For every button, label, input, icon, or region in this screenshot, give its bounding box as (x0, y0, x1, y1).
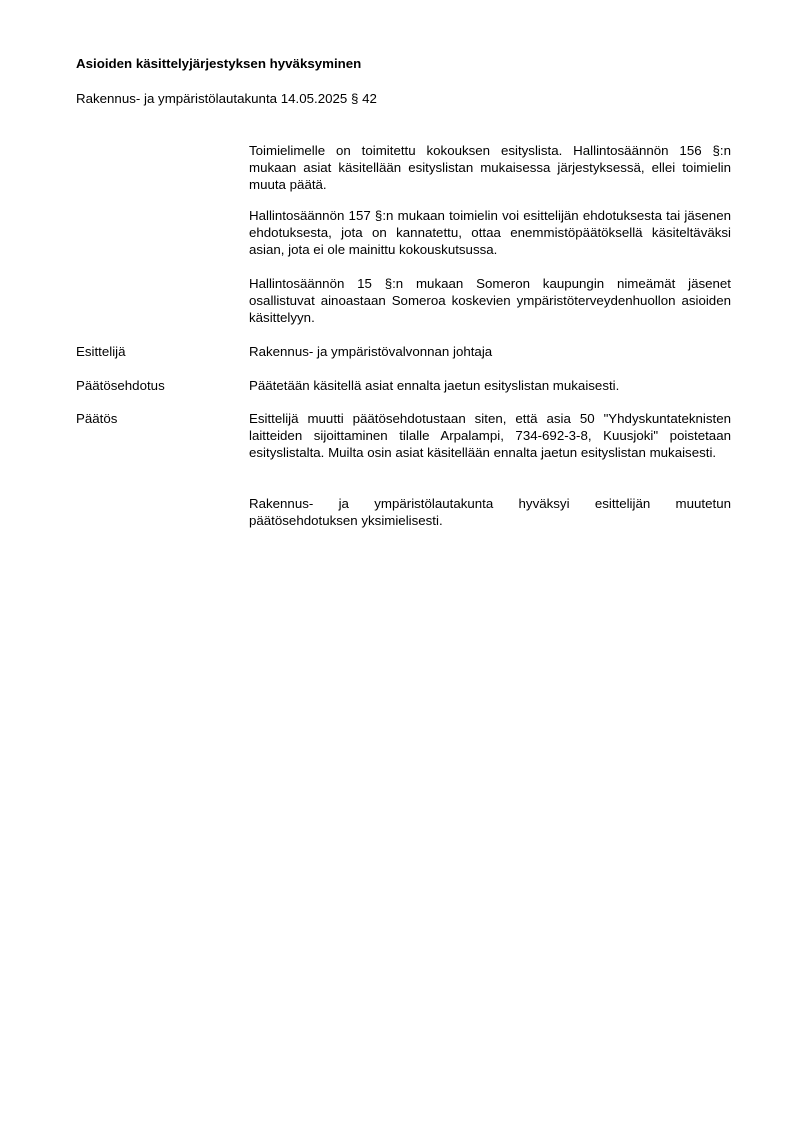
decision-text-2: Rakennus- ja ympäristölautakunta hyväksyi esittelijän muutetun päätösehdotuksen yksimielisesti. (249, 496, 731, 528)
decision-paragraph-2 (249, 495, 731, 529)
decision-label: Päätös (76, 411, 118, 426)
intro-paragraph-3 (249, 275, 731, 326)
intro-paragraph-1 (249, 142, 731, 193)
document-title: Asioiden käsittelyjärjestyksen hyväksyminen (76, 56, 362, 71)
presenter-label: Esittelijä (76, 344, 126, 359)
meeting-reference: Rakennus- ja ympäristölautakunta 14.05.2025 § 42 (76, 91, 377, 106)
proposal-label: Päätösehdotus (76, 378, 165, 393)
decision-content (249, 410, 731, 461)
intro-text-2: Hallintosäännön 157 §:n mukaan toimielin voi esittelijän ehdotuksesta tai jäsenen ehdotuksesta, jota on kannatettu, ottaa enemmistöpäätöksellä käsiteltäväksi asian, jota ei ole mainittu kokouskutsussa. (249, 208, 731, 257)
decision-text-1: Esittelijä muutti päätösehdotustaan siten, että asia 50 "Yhdyskuntateknisten laitteiden sijoittaminen tilalle Arpalampi, 734-692-3-8, Kuusjoki" poistetaan esityslistalta. Muilta osin asiat käsitellään ennalta jaetun esityslistan mukaisesti. (249, 411, 731, 460)
intro-text-3: Hallintosäännön 15 §:n mukaan Someron kaupungin nimeämät jäsenet osallistuvat ainoastaan Someroa koskevien ympäristöterveydenhuollon asioiden käsittelyyn. (249, 276, 731, 325)
presenter-value: Rakennus- ja ympäristövalvonnan johtaja (249, 344, 493, 359)
intro-paragraph-2 (249, 207, 731, 258)
intro-text-1: Toimielimelle on toimitettu kokouksen esityslista. Hallintosäännön 156 §:n mukaan asiat käsitellään esityslistan mukaisessa järjestyksessä, ellei toimielin muuta päätä. (249, 143, 731, 192)
proposal-value: Päätetään käsitellä asiat ennalta jaetun esityslistan mukaisesti. (249, 378, 620, 393)
